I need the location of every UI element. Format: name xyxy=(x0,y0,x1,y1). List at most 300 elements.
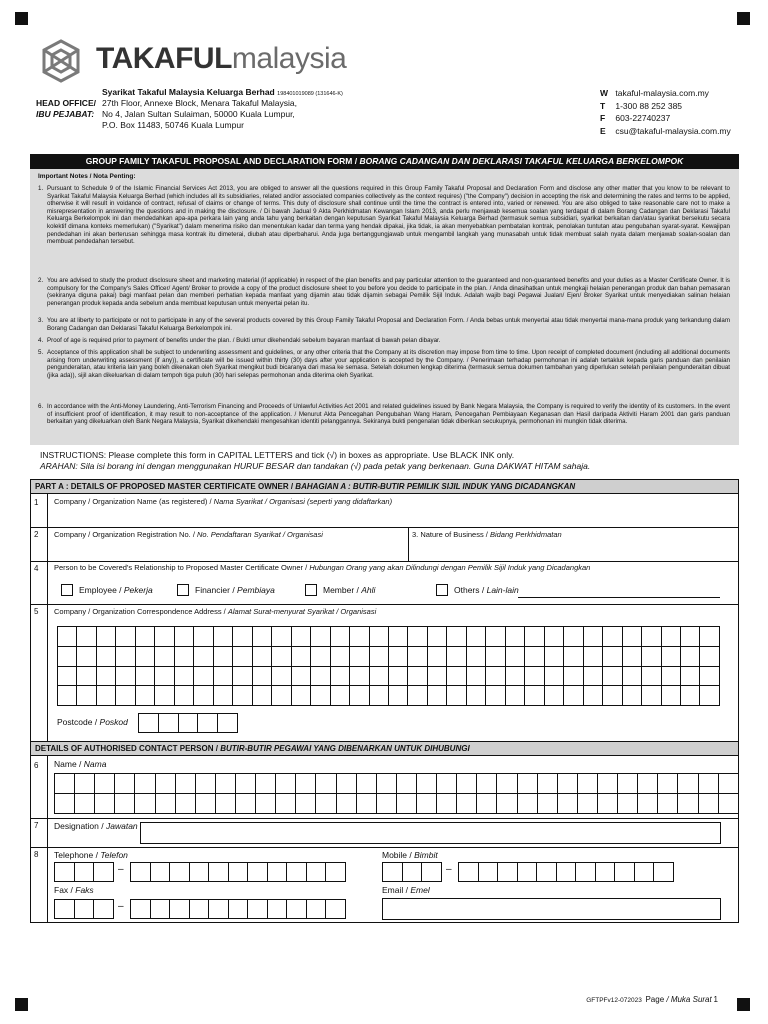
char-box[interactable] xyxy=(116,646,135,666)
char-box[interactable] xyxy=(155,627,174,647)
char-box[interactable] xyxy=(388,686,407,706)
char-box[interactable] xyxy=(427,666,446,686)
char-box[interactable] xyxy=(96,627,115,647)
char-box[interactable] xyxy=(642,686,661,706)
postcode-label: Postcode / Poskod xyxy=(57,717,128,727)
char-box[interactable] xyxy=(505,646,524,666)
char-box[interactable] xyxy=(447,686,466,706)
char-box[interactable] xyxy=(544,627,563,647)
char-box[interactable] xyxy=(175,794,195,814)
char-box[interactable] xyxy=(396,774,416,794)
char-box[interactable] xyxy=(75,794,95,814)
char-box[interactable] xyxy=(96,646,115,666)
char-box[interactable] xyxy=(316,774,336,794)
char-box[interactable] xyxy=(681,666,700,686)
char-box[interactable] xyxy=(466,666,485,686)
char-box[interactable] xyxy=(218,714,238,733)
char-box[interactable] xyxy=(505,686,524,706)
char-box[interactable] xyxy=(326,900,346,919)
char-box[interactable] xyxy=(564,666,583,686)
char-box[interactable] xyxy=(58,627,77,647)
char-box[interactable] xyxy=(135,794,155,814)
char-box[interactable] xyxy=(658,774,678,794)
char-box[interactable] xyxy=(135,646,154,666)
char-box[interactable] xyxy=(194,686,213,706)
fax-area-code-boxes[interactable] xyxy=(54,899,114,919)
char-box[interactable] xyxy=(661,646,680,666)
char-box[interactable] xyxy=(55,794,75,814)
char-box[interactable] xyxy=(311,627,330,647)
char-box[interactable] xyxy=(287,900,307,919)
char-box[interactable] xyxy=(256,774,276,794)
char-box[interactable] xyxy=(681,646,700,666)
char-box[interactable] xyxy=(447,666,466,686)
char-box[interactable] xyxy=(622,627,641,647)
char-box[interactable] xyxy=(603,686,622,706)
char-box[interactable] xyxy=(336,794,356,814)
char-box[interactable] xyxy=(603,627,622,647)
char-box[interactable] xyxy=(215,774,235,794)
address-label: Company / Organization Correspondence Address / Alamat Surat-menyurat Syarikat / Organisasi xyxy=(54,607,377,616)
char-box[interactable] xyxy=(427,646,446,666)
name-character-grid[interactable] xyxy=(54,773,739,814)
char-box[interactable] xyxy=(700,627,720,647)
char-box[interactable] xyxy=(498,863,518,882)
char-box[interactable] xyxy=(228,900,248,919)
char-box[interactable] xyxy=(356,774,376,794)
char-box[interactable] xyxy=(116,686,135,706)
char-box[interactable] xyxy=(603,666,622,686)
char-box[interactable] xyxy=(252,646,271,666)
instructions: INSTRUCTIONS: Please complete this form in CAPITAL LETTERS and tick (√) in boxes as appropriate. Use BLACK INK only. ARAHAN: Sila isi borang ini dengan menggunakan HURUF BESAR dan tandakan (√) pada petak yang berkenaan. Guna DAKWAT HITAM sahaja. xyxy=(40,450,591,471)
char-box[interactable] xyxy=(272,646,291,666)
char-box[interactable] xyxy=(198,714,218,733)
row-number: 7 xyxy=(34,821,39,830)
char-box[interactable] xyxy=(681,686,700,706)
char-box[interactable] xyxy=(116,666,135,686)
char-box[interactable] xyxy=(155,646,174,666)
char-box[interactable] xyxy=(287,863,307,882)
telephone-area-code-boxes[interactable] xyxy=(54,862,114,882)
char-box[interactable] xyxy=(576,863,596,882)
char-box[interactable] xyxy=(408,627,427,647)
char-box[interactable] xyxy=(194,627,213,647)
registration-mark-bottom-left xyxy=(15,998,28,1011)
char-box[interactable] xyxy=(115,794,135,814)
others-option-label: Others / Lain-lain xyxy=(454,585,519,595)
head-office-address: 27th Floor, Annexe Block, Menara Takaful Malaysia, No 4, Jalan Sultan Sulaiman, 50000 Kuala Lumpur, P.O. Box 11483, 50746 Kuala Lumpur xyxy=(102,98,297,130)
char-box[interactable] xyxy=(642,666,661,686)
char-box[interactable] xyxy=(311,646,330,666)
char-box[interactable] xyxy=(135,666,154,686)
char-box[interactable] xyxy=(408,666,427,686)
char-box[interactable] xyxy=(272,627,291,647)
char-box[interactable] xyxy=(388,627,407,647)
char-box[interactable] xyxy=(155,794,175,814)
row-divider xyxy=(30,527,739,528)
char-box[interactable] xyxy=(209,900,229,919)
char-box[interactable] xyxy=(525,627,544,647)
char-box[interactable] xyxy=(698,794,718,814)
char-box[interactable] xyxy=(350,666,369,686)
financier-option-label: Financier / Pembiaya xyxy=(195,585,275,595)
char-box[interactable] xyxy=(213,646,232,666)
char-box[interactable] xyxy=(457,794,477,814)
char-box[interactable] xyxy=(296,774,316,794)
char-box[interactable] xyxy=(174,666,193,686)
char-box[interactable] xyxy=(369,686,388,706)
char-box[interactable] xyxy=(77,646,96,666)
important-notes xyxy=(30,169,739,445)
char-box[interactable] xyxy=(486,646,505,666)
char-box[interactable] xyxy=(350,627,369,647)
char-box[interactable] xyxy=(58,686,77,706)
char-box[interactable] xyxy=(233,666,252,686)
char-box[interactable] xyxy=(369,646,388,666)
others-specify-line[interactable] xyxy=(518,597,720,598)
char-box[interactable] xyxy=(75,774,95,794)
registration-mark-bottom-right xyxy=(737,998,750,1011)
char-box[interactable] xyxy=(291,666,310,686)
char-box[interactable] xyxy=(252,627,271,647)
char-box[interactable] xyxy=(195,794,215,814)
char-box[interactable] xyxy=(383,863,403,882)
char-box[interactable] xyxy=(135,627,154,647)
char-box[interactable] xyxy=(272,686,291,706)
char-box[interactable] xyxy=(135,686,154,706)
char-box[interactable] xyxy=(369,666,388,686)
char-box[interactable] xyxy=(416,774,436,794)
char-box[interactable] xyxy=(388,646,407,666)
char-box[interactable] xyxy=(466,686,485,706)
char-box[interactable] xyxy=(369,627,388,647)
char-box[interactable] xyxy=(658,794,678,814)
char-box[interactable] xyxy=(583,646,602,666)
char-box[interactable] xyxy=(252,666,271,686)
char-box[interactable] xyxy=(642,646,661,666)
char-box[interactable] xyxy=(505,627,524,647)
char-box[interactable] xyxy=(213,627,232,647)
char-box[interactable] xyxy=(150,863,170,882)
head-office-label: HEAD OFFICE/ IBU PEJABAT: xyxy=(36,98,96,119)
char-box[interactable] xyxy=(189,900,209,919)
mobile-dash: – xyxy=(446,864,452,875)
char-box[interactable] xyxy=(517,863,537,882)
char-box[interactable] xyxy=(96,666,115,686)
char-box[interactable] xyxy=(55,774,75,794)
char-box[interactable] xyxy=(58,646,77,666)
note-item: 1. Pursuant to Schedule 9 of the Islamic Financial Services Act 2013, you are obliged to answer all the questions required in this Group Family Takaful Proposal and Declaration Form and disclose any other matter that you know to be relevant to Syarikat Takaful Malaysia Keluarga Berhad (which includes all its subsidiaries, related and/or associated companies collectively as the context requires) ("the Company") decision in accepting the risk and determining the rates and terms to be applied, otherwise it will result in voidance of contract, refusal of claims or change of terms. This duty of disclosure shall continue until the time the contract is entered into, varied or renewed. You are also obliged to take reasonable care not to make a misrepresentation in answering the questions and in making the disclosure. / Di bawah Jadual 9 Akta Perkhidmatan Kewangan Islam 2013, anda perlu menjawab kesemua soalan yang terdapat di dalam Borang Cadangan dan Deklarasi Takaful Keluarga Berkelompok ini dan mendedahkan apa-apa perkara lain yang anda tahu yang berkaitan dengan keputusan Syarikat Takaful Malaysia Keluarga Berhad (termasuk semua subsidiari, syarikat berkaitan dan/atau syarikat bersekutu secara kolektif dimana konteks memerlukan) ("Syarikat") dalam menerima risiko dan menentukan kadar dan terma yang hendak dipakai, jika tidak, ia akan menyebabkan pembatalan kontrak, penolakan tuntutan atau pengubahan syarat-syarat. Kewajipan pendedahan ini akan berterusan sehingga masa kontrak itu dimeterai, diubah atau diperbaharui. Anda juga bertanggungjawab untuk mengambil langkah yang munasabah untuk tidak membuat salah nyata dalam menjawab soalan-soalan dan membuat pendedahan tersebut. xyxy=(38,185,730,246)
fax-dash: – xyxy=(118,901,124,912)
char-box[interactable] xyxy=(597,794,617,814)
char-box[interactable] xyxy=(209,863,229,882)
char-box[interactable] xyxy=(525,646,544,666)
char-box[interactable] xyxy=(350,646,369,666)
financier-checkbox[interactable] xyxy=(177,584,189,596)
char-box[interactable] xyxy=(564,627,583,647)
char-box[interactable] xyxy=(497,774,517,794)
note-item: 2. You are advised to study the product disclosure sheet and marketing material (if applicable) in respect of the plan benefits and pay particular attention to the guaranteed and non-guaranteed benefits and your duties as a Master Certificate Owner. It is compulsory for the Company's Sales Officer/ Agent/ Broker to provide a copy of the product disclosure sheet to you before you decide to participate in the plan. / Anda dinasihatkan untuk mengkaji helaian penerangan produk dan bahan pemasaran (sekiranya diguna pakai) bagi manfaat pelan dan memberi perhatian kepada manfaat yang dijamin atau tidak dijamin sebagai Pemilik Sijil Induk. Adalah wajib bagi Pegawai Jualan/ Ejen/ Broker Syarikat untuk menyediakan salinan helaian penerangan produk kepada anda sebelum anda membuat keputusan untuk menyertai pelan itu. xyxy=(38,277,730,307)
telephone-number-boxes[interactable] xyxy=(130,862,346,882)
char-box[interactable] xyxy=(174,627,193,647)
char-box[interactable] xyxy=(537,794,557,814)
char-box[interactable] xyxy=(557,794,577,814)
address-character-grid[interactable] xyxy=(57,626,720,706)
char-box[interactable] xyxy=(135,774,155,794)
char-box[interactable] xyxy=(618,774,638,794)
char-box[interactable] xyxy=(311,686,330,706)
char-box[interactable] xyxy=(478,863,498,882)
char-box[interactable] xyxy=(654,863,674,882)
fax-label: Fax / Faks xyxy=(54,885,94,895)
char-box[interactable] xyxy=(330,627,349,647)
char-box[interactable] xyxy=(256,794,276,814)
char-box[interactable] xyxy=(447,627,466,647)
char-box[interactable] xyxy=(556,863,576,882)
char-box[interactable] xyxy=(437,794,457,814)
char-box[interactable] xyxy=(537,774,557,794)
char-box[interactable] xyxy=(174,686,193,706)
char-box[interactable] xyxy=(215,794,235,814)
char-box[interactable] xyxy=(583,627,602,647)
char-box[interactable] xyxy=(466,646,485,666)
char-box[interactable] xyxy=(158,714,178,733)
char-box[interactable] xyxy=(233,686,252,706)
char-box[interactable] xyxy=(537,863,557,882)
char-box[interactable] xyxy=(517,794,537,814)
char-box[interactable] xyxy=(350,686,369,706)
mobile-label: Mobile / Bimbit xyxy=(382,850,438,860)
char-box[interactable] xyxy=(396,794,416,814)
char-box[interactable] xyxy=(678,774,698,794)
char-box[interactable] xyxy=(700,666,720,686)
char-box[interactable] xyxy=(178,714,198,733)
char-box[interactable] xyxy=(681,627,700,647)
char-box[interactable] xyxy=(466,627,485,647)
char-box[interactable] xyxy=(55,900,75,919)
char-box[interactable] xyxy=(74,900,94,919)
char-box[interactable] xyxy=(447,646,466,666)
brand-wordmark: TAKAFULmalaysia xyxy=(96,42,347,75)
char-box[interactable] xyxy=(252,686,271,706)
char-box[interactable] xyxy=(150,900,170,919)
char-box[interactable] xyxy=(77,686,96,706)
char-box[interactable] xyxy=(577,794,597,814)
char-box[interactable] xyxy=(525,686,544,706)
char-box[interactable] xyxy=(233,627,252,647)
char-box[interactable] xyxy=(661,627,680,647)
char-box[interactable] xyxy=(564,686,583,706)
others-checkbox[interactable] xyxy=(436,584,448,596)
char-box[interactable] xyxy=(615,863,635,882)
char-box[interactable] xyxy=(131,863,151,882)
char-box[interactable] xyxy=(155,686,174,706)
char-box[interactable] xyxy=(326,863,346,882)
char-box[interactable] xyxy=(276,794,296,814)
char-box[interactable] xyxy=(525,666,544,686)
char-box[interactable] xyxy=(622,686,641,706)
char-box[interactable] xyxy=(235,794,255,814)
char-box[interactable] xyxy=(330,646,349,666)
char-box[interactable] xyxy=(544,646,563,666)
page-footer: GFTPFv12-072023 Page / Muka Surat 1 xyxy=(586,995,718,1004)
char-box[interactable] xyxy=(272,666,291,686)
row-number: 6 xyxy=(34,761,39,770)
employee-option-label: Employee / Pekerja xyxy=(79,585,153,595)
char-box[interactable] xyxy=(195,774,215,794)
nature-of-business-label: 3. Nature of Business / Bidang Perkhidmatan xyxy=(412,530,562,539)
char-box[interactable] xyxy=(422,863,442,882)
char-box[interactable] xyxy=(174,646,193,666)
char-box[interactable] xyxy=(634,863,654,882)
char-box[interactable] xyxy=(95,794,115,814)
char-box[interactable] xyxy=(557,774,577,794)
char-box[interactable] xyxy=(155,774,175,794)
char-box[interactable] xyxy=(194,646,213,666)
char-box[interactable] xyxy=(189,863,209,882)
char-box[interactable] xyxy=(213,666,232,686)
char-box[interactable] xyxy=(477,774,497,794)
char-box[interactable] xyxy=(194,666,213,686)
char-box[interactable] xyxy=(291,627,310,647)
char-box[interactable] xyxy=(427,686,446,706)
char-box[interactable] xyxy=(505,666,524,686)
char-box[interactable] xyxy=(96,686,115,706)
char-box[interactable] xyxy=(267,863,287,882)
char-box[interactable] xyxy=(55,863,75,882)
char-box[interactable] xyxy=(116,627,135,647)
char-box[interactable] xyxy=(311,666,330,686)
char-box[interactable] xyxy=(437,774,457,794)
registration-no-label: Company / Organization Registration No. / No. Pendaftaran Syarikat / Organisasi xyxy=(54,530,323,539)
char-box[interactable] xyxy=(718,794,738,814)
telephone-label: Telephone / Telefon xyxy=(54,850,128,860)
char-box[interactable] xyxy=(336,774,356,794)
contact-info: W takaful-malaysia.com.my T 1-300 88 252 385 F 603-22740237 E csu@takaful-malaysia.com.my xyxy=(600,88,731,136)
char-box[interactable] xyxy=(233,646,252,666)
notes-title: Important Notes / Nota Penting: xyxy=(38,173,136,180)
char-box[interactable] xyxy=(316,794,336,814)
char-box[interactable] xyxy=(698,774,718,794)
char-box[interactable] xyxy=(564,646,583,666)
designation-input[interactable] xyxy=(140,822,721,844)
char-box[interactable] xyxy=(661,666,680,686)
char-box[interactable] xyxy=(416,794,436,814)
char-box[interactable] xyxy=(94,863,114,882)
char-box[interactable] xyxy=(577,774,597,794)
char-box[interactable] xyxy=(477,794,497,814)
char-box[interactable] xyxy=(330,666,349,686)
char-box[interactable] xyxy=(678,794,698,814)
char-box[interactable] xyxy=(306,863,326,882)
char-box[interactable] xyxy=(544,666,563,686)
char-box[interactable] xyxy=(603,646,622,666)
member-checkbox[interactable] xyxy=(305,584,317,596)
char-box[interactable] xyxy=(700,646,720,666)
char-box[interactable] xyxy=(638,774,658,794)
telephone-dash: – xyxy=(118,864,124,875)
char-box[interactable] xyxy=(718,774,738,794)
row-divider xyxy=(30,561,739,562)
char-box[interactable] xyxy=(94,900,114,919)
char-box[interactable] xyxy=(296,794,316,814)
char-box[interactable] xyxy=(661,686,680,706)
char-box[interactable] xyxy=(235,774,255,794)
char-box[interactable] xyxy=(583,666,602,686)
char-box[interactable] xyxy=(376,794,396,814)
char-box[interactable] xyxy=(486,666,505,686)
char-box[interactable] xyxy=(170,900,190,919)
char-box[interactable] xyxy=(544,686,563,706)
char-box[interactable] xyxy=(376,774,396,794)
char-box[interactable] xyxy=(622,666,641,686)
char-box[interactable] xyxy=(622,646,641,666)
char-box[interactable] xyxy=(155,666,174,686)
char-box[interactable] xyxy=(306,900,326,919)
registration-mark-top-right xyxy=(737,12,750,25)
char-box[interactable] xyxy=(139,714,159,733)
char-box[interactable] xyxy=(131,900,151,919)
char-box[interactable] xyxy=(291,646,310,666)
char-box[interactable] xyxy=(486,686,505,706)
char-box[interactable] xyxy=(77,627,96,647)
char-box[interactable] xyxy=(402,863,422,882)
char-box[interactable] xyxy=(486,627,505,647)
employee-checkbox[interactable] xyxy=(61,584,73,596)
char-box[interactable] xyxy=(583,686,602,706)
char-box[interactable] xyxy=(291,686,310,706)
char-box[interactable] xyxy=(618,794,638,814)
member-option-label: Member / Ahli xyxy=(323,585,376,595)
char-box[interactable] xyxy=(248,900,268,919)
char-box[interactable] xyxy=(638,794,658,814)
char-box[interactable] xyxy=(408,646,427,666)
postcode-boxes[interactable] xyxy=(138,713,238,733)
char-box[interactable] xyxy=(700,686,720,706)
char-box[interactable] xyxy=(58,666,77,686)
char-box[interactable] xyxy=(170,863,190,882)
char-box[interactable] xyxy=(597,774,617,794)
char-box[interactable] xyxy=(267,900,287,919)
char-box[interactable] xyxy=(228,863,248,882)
char-box[interactable] xyxy=(457,774,477,794)
char-box[interactable] xyxy=(388,666,407,686)
char-box[interactable] xyxy=(497,794,517,814)
char-box[interactable] xyxy=(356,794,376,814)
char-box[interactable] xyxy=(642,627,661,647)
char-box[interactable] xyxy=(95,774,115,794)
email-input[interactable] xyxy=(382,898,721,920)
mobile-number-boxes[interactable] xyxy=(458,862,674,882)
char-box[interactable] xyxy=(248,863,268,882)
char-box[interactable] xyxy=(330,686,349,706)
mobile-prefix-boxes[interactable] xyxy=(382,862,442,882)
char-box[interactable] xyxy=(408,686,427,706)
char-box[interactable] xyxy=(427,627,446,647)
char-box[interactable] xyxy=(175,774,195,794)
char-box[interactable] xyxy=(276,774,296,794)
row-number: 1 xyxy=(34,498,39,507)
char-box[interactable] xyxy=(213,686,232,706)
char-box[interactable] xyxy=(115,774,135,794)
char-box[interactable] xyxy=(595,863,615,882)
char-box[interactable] xyxy=(459,863,479,882)
char-box[interactable] xyxy=(517,774,537,794)
char-box[interactable] xyxy=(77,666,96,686)
char-box[interactable] xyxy=(74,863,94,882)
fax-number-boxes[interactable] xyxy=(130,899,346,919)
email-label: Email / Emel xyxy=(382,885,430,895)
